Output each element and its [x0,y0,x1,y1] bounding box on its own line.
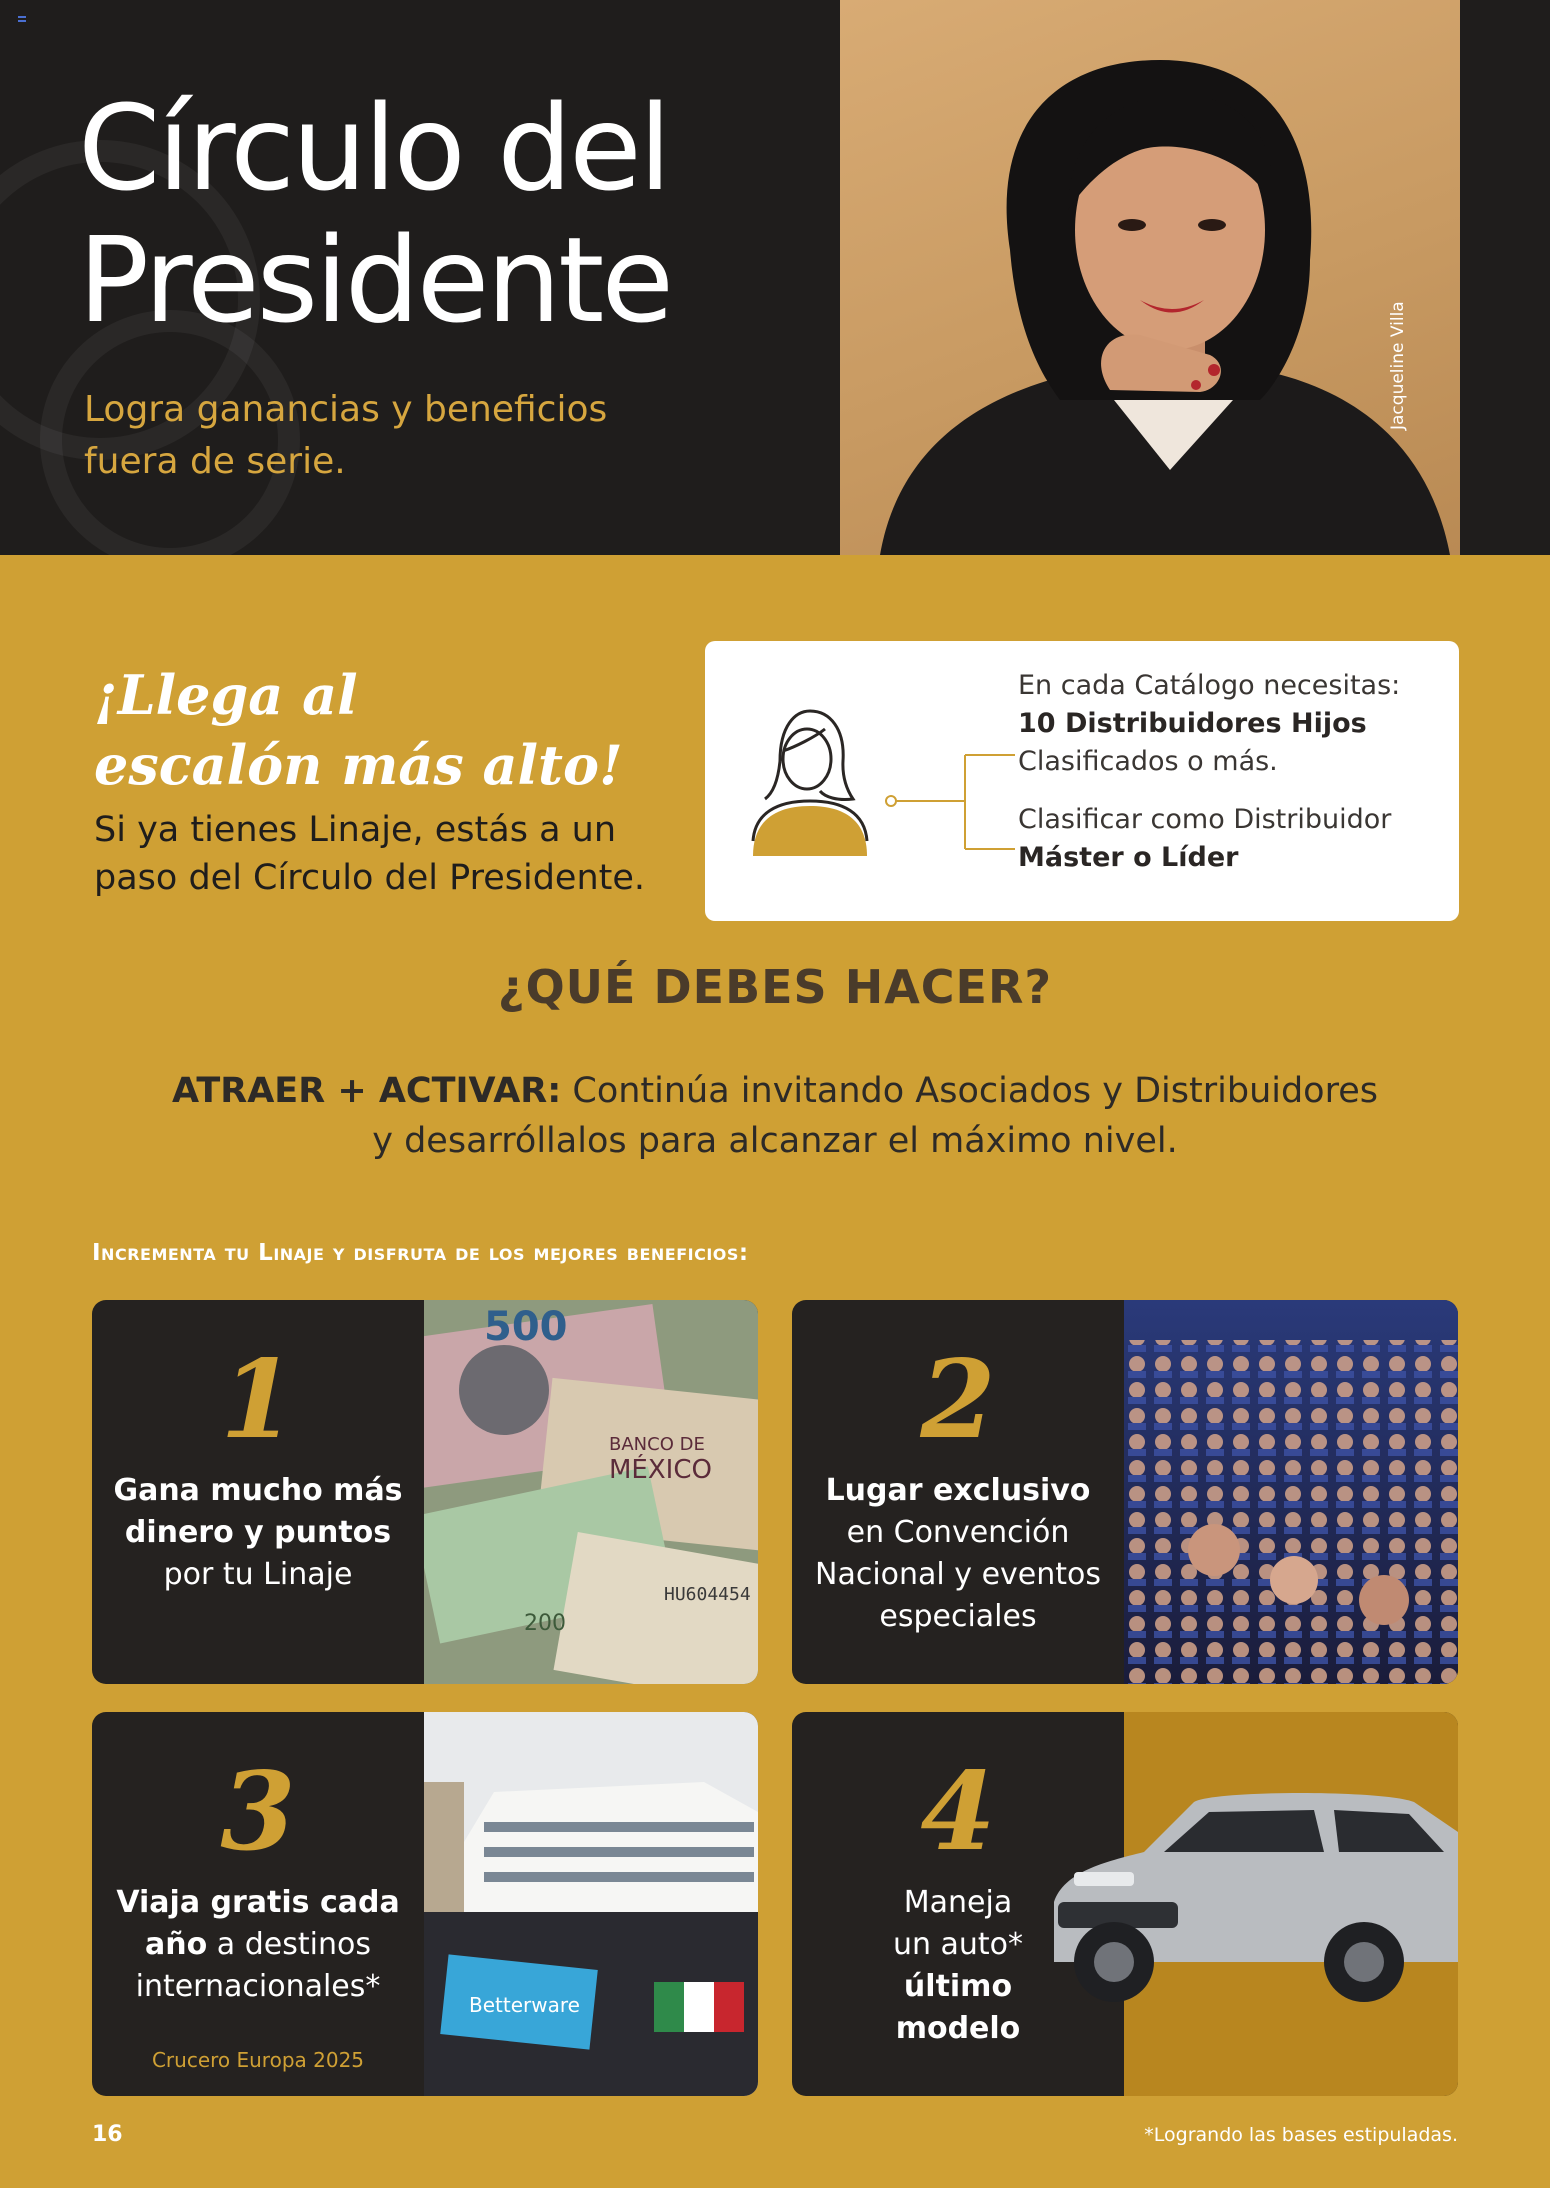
connector-lines-icon [885,753,1025,853]
requirement-2-text: Clasificar como Distribuidor [1018,804,1392,835]
footnote: *Logrando las bases estipuladas. [1144,2124,1458,2146]
title-line: Círculo del [78,79,669,217]
money-label: 200 [524,1611,566,1636]
banner-text: Betterware [469,1993,580,2017]
benefit-card-2 [792,1300,1458,1684]
requirement-1-bold: 10 Distribuidores Hijos [1018,708,1367,739]
requirements-text [1018,667,1448,877]
header-right-strip [1460,0,1550,555]
requirement-2-bold: Máster o Líder [1018,842,1239,873]
benefit-bold: Gana mucho más [113,1473,403,1508]
benefit-text: Maneja [903,1885,1013,1920]
benefit-description [812,1470,1104,1638]
benefit-card-3 [92,1712,758,2096]
benefit-text: en Convención [846,1515,1070,1550]
page-number: 16 [92,2122,123,2147]
subtitle-line: Logra ganancias y beneficios [84,389,608,430]
photo-credit: Jacqueline Villa [1388,301,1408,430]
benefit-description [112,1882,404,2008]
benefit-number: 1 [220,1337,296,1463]
benefit-text: un auto* [892,1927,1024,1962]
money-label: HU604454 [664,1584,751,1605]
benefit-bold: último [903,1969,1013,2004]
benefit-bold: modelo [895,2011,1021,2046]
banknotes-illustration [424,1300,758,1684]
benefit-text: por tu Linaje [163,1557,353,1592]
money-photo [424,1300,758,1684]
action-text: Continúa invitando Asociados y Distribuidores [561,1071,1378,1111]
benefit-bold: dinero y puntos [124,1515,392,1550]
benefits-label: Incrementa tu Linaje y disfruta de los mejores beneficios: [92,1240,749,1266]
benefit-text: internacionales* [135,1969,381,2004]
call-to-action-heading [94,660,654,800]
page-subtitle [84,384,684,488]
benefit-text: Nacional y eventos [815,1557,1101,1592]
cta-sub-line: paso del Círculo del Presidente. [94,858,646,898]
crowd-illustration [1124,1300,1458,1684]
benefit-description [112,1470,404,1596]
money-label: BANCO DE [609,1434,705,1455]
benefit-number: 4 [920,1749,996,1875]
benefit-number: 2 [920,1337,996,1463]
car-photo [1124,1712,1458,2096]
section-heading: ¿QUÉ DEBES HACER? [497,960,1053,1014]
benefit-bold: Viaja gratis cada [116,1885,400,1920]
woman-portrait-illustration [840,0,1460,555]
person-icon [745,701,875,861]
action-text: y desarróllalos para alcanzar el máximo nivel. [372,1121,1178,1161]
photo-caption: Crucero Europa 2025 [151,2048,365,2072]
cruise-ship-illustration [424,1712,758,2096]
benefit-bold: Lugar exclusivo [825,1473,1091,1508]
cruise-group-photo [424,1712,758,2096]
action-description [120,1066,1430,1166]
requirements-card [705,641,1459,921]
menu-icon [18,16,26,24]
action-bold: ATRAER + ACTIVAR: [172,1071,562,1111]
suv-car-illustration [1124,1712,1458,2096]
convention-crowd-photo [1124,1300,1458,1684]
benefit-card-4 [792,1712,1458,2096]
title-line: Presidente [78,211,672,349]
cta-line: ¡Llega al [94,663,358,727]
header-section [0,0,1550,555]
benefit-number: 3 [220,1749,296,1875]
benefit-card-1 [92,1300,758,1684]
cta-subtext [94,806,714,902]
portrait-photo [840,0,1460,555]
money-label: 500 [484,1304,568,1350]
benefit-text: especiales [879,1599,1037,1634]
cta-line: escalón más alto! [94,733,623,797]
money-label: MÉXICO [609,1455,712,1485]
requirement-1-text: Clasificados o más. [1018,746,1278,777]
cta-sub-line: Si ya tienes Linaje, estás a un [94,810,617,850]
subtitle-line: fuera de serie. [84,441,346,482]
requirements-lead: En cada Catálogo necesitas: [1018,670,1401,701]
benefit-text: a destinos [207,1927,371,1962]
benefit-bold: año [145,1927,208,1962]
page-title [78,79,818,349]
